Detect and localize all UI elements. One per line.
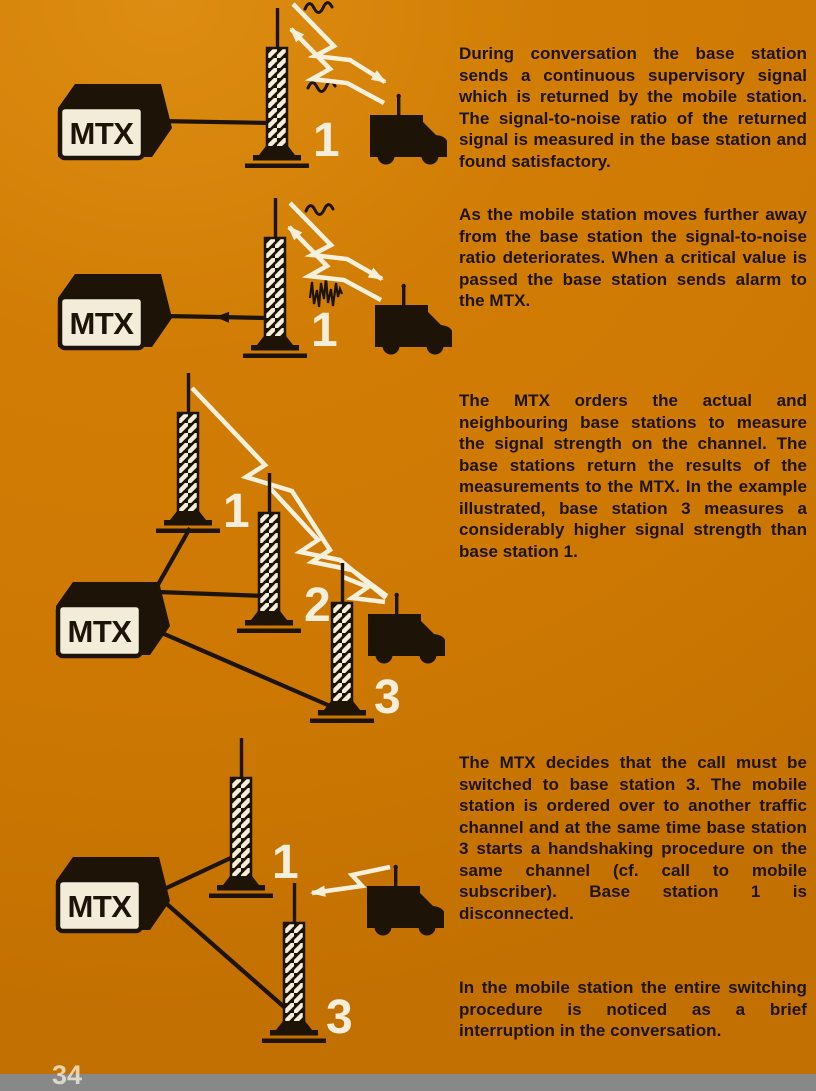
station-number-label: 1 [313, 114, 340, 167]
alarm-link-to-mtx [164, 316, 267, 318]
station-number-label: 1 [223, 485, 250, 538]
radio-signal-bolt-icon [192, 388, 387, 596]
landline-link [158, 592, 265, 596]
figure-2 [58, 198, 452, 358]
mtx-box-icon [58, 84, 172, 158]
station-number-label: 1 [272, 836, 299, 889]
base-station-tower-icon [262, 883, 326, 1043]
paragraph-alarm-to-mtx: As the mobile station moves further away from the base station the signal-to-noise ratio deteriorates. When a critical value is passed the base station sends alarm to the MTX. [459, 205, 807, 310]
station-number-label: 1 [311, 304, 338, 357]
figure-1 [58, 3, 447, 168]
mobile-station-truck-icon [367, 865, 444, 936]
mobile-station-truck-icon [375, 284, 452, 355]
station-number-label: 3 [374, 671, 401, 724]
landline-link [155, 630, 330, 706]
landline-link [155, 528, 190, 590]
station-number-label: 2 [304, 579, 331, 632]
mobile-station-truck-icon [370, 94, 447, 165]
base-station-tower-icon [156, 373, 220, 533]
base-station-tower-icon [243, 198, 307, 358]
mtx-box-icon [56, 582, 170, 656]
paragraph-brief-interruption: In the mobile station the entire switching procedure is noticed as a brief interruption in the conversation. [459, 978, 807, 1040]
figure-4 [56, 738, 444, 1044]
paragraph-measurement-order: The MTX orders the actual and neighbouring base stations to measure the signal strength on the channel. The base stations return the results of the measurements to the MTX. In the example illustrated, base station 3 measures a considerably higher signal strength than base station 1. [459, 391, 807, 561]
radio-signal-bolt-icon [291, 29, 384, 103]
station-number-label: 3 [326, 991, 353, 1044]
illustrations-canvas: MTX 1 1 1 2 3 1 3 [0, 0, 816, 1074]
landline-link [158, 121, 272, 123]
figure-3 [56, 373, 445, 724]
paragraph-supervisory-signal: During conversation the base station sends a continuous supervisory signal which is returned by the mobile station. The signal-to-noise ratio of the returned signal is measured in the base station and found satisfactory. [459, 44, 807, 171]
base-station-tower-icon [209, 738, 273, 898]
noise-signal-icon [310, 277, 342, 307]
page-number: 34 [52, 1060, 83, 1090]
base-station-tower-icon [245, 8, 309, 168]
mtx-box-icon [58, 274, 172, 348]
mtx-box-icon [56, 857, 170, 931]
paragraph-call-switching: The MTX decides that the call must be switched to base station 3. The mobile station is ordered over to another traffic channel and at the same time base station 3 starts a handshaking procedure on the same channel (cf. call to mobile subscriber). Base station 1 is disconnected. [459, 753, 807, 923]
interference-wave-icon [305, 3, 332, 13]
interference-wave-icon [306, 205, 333, 215]
